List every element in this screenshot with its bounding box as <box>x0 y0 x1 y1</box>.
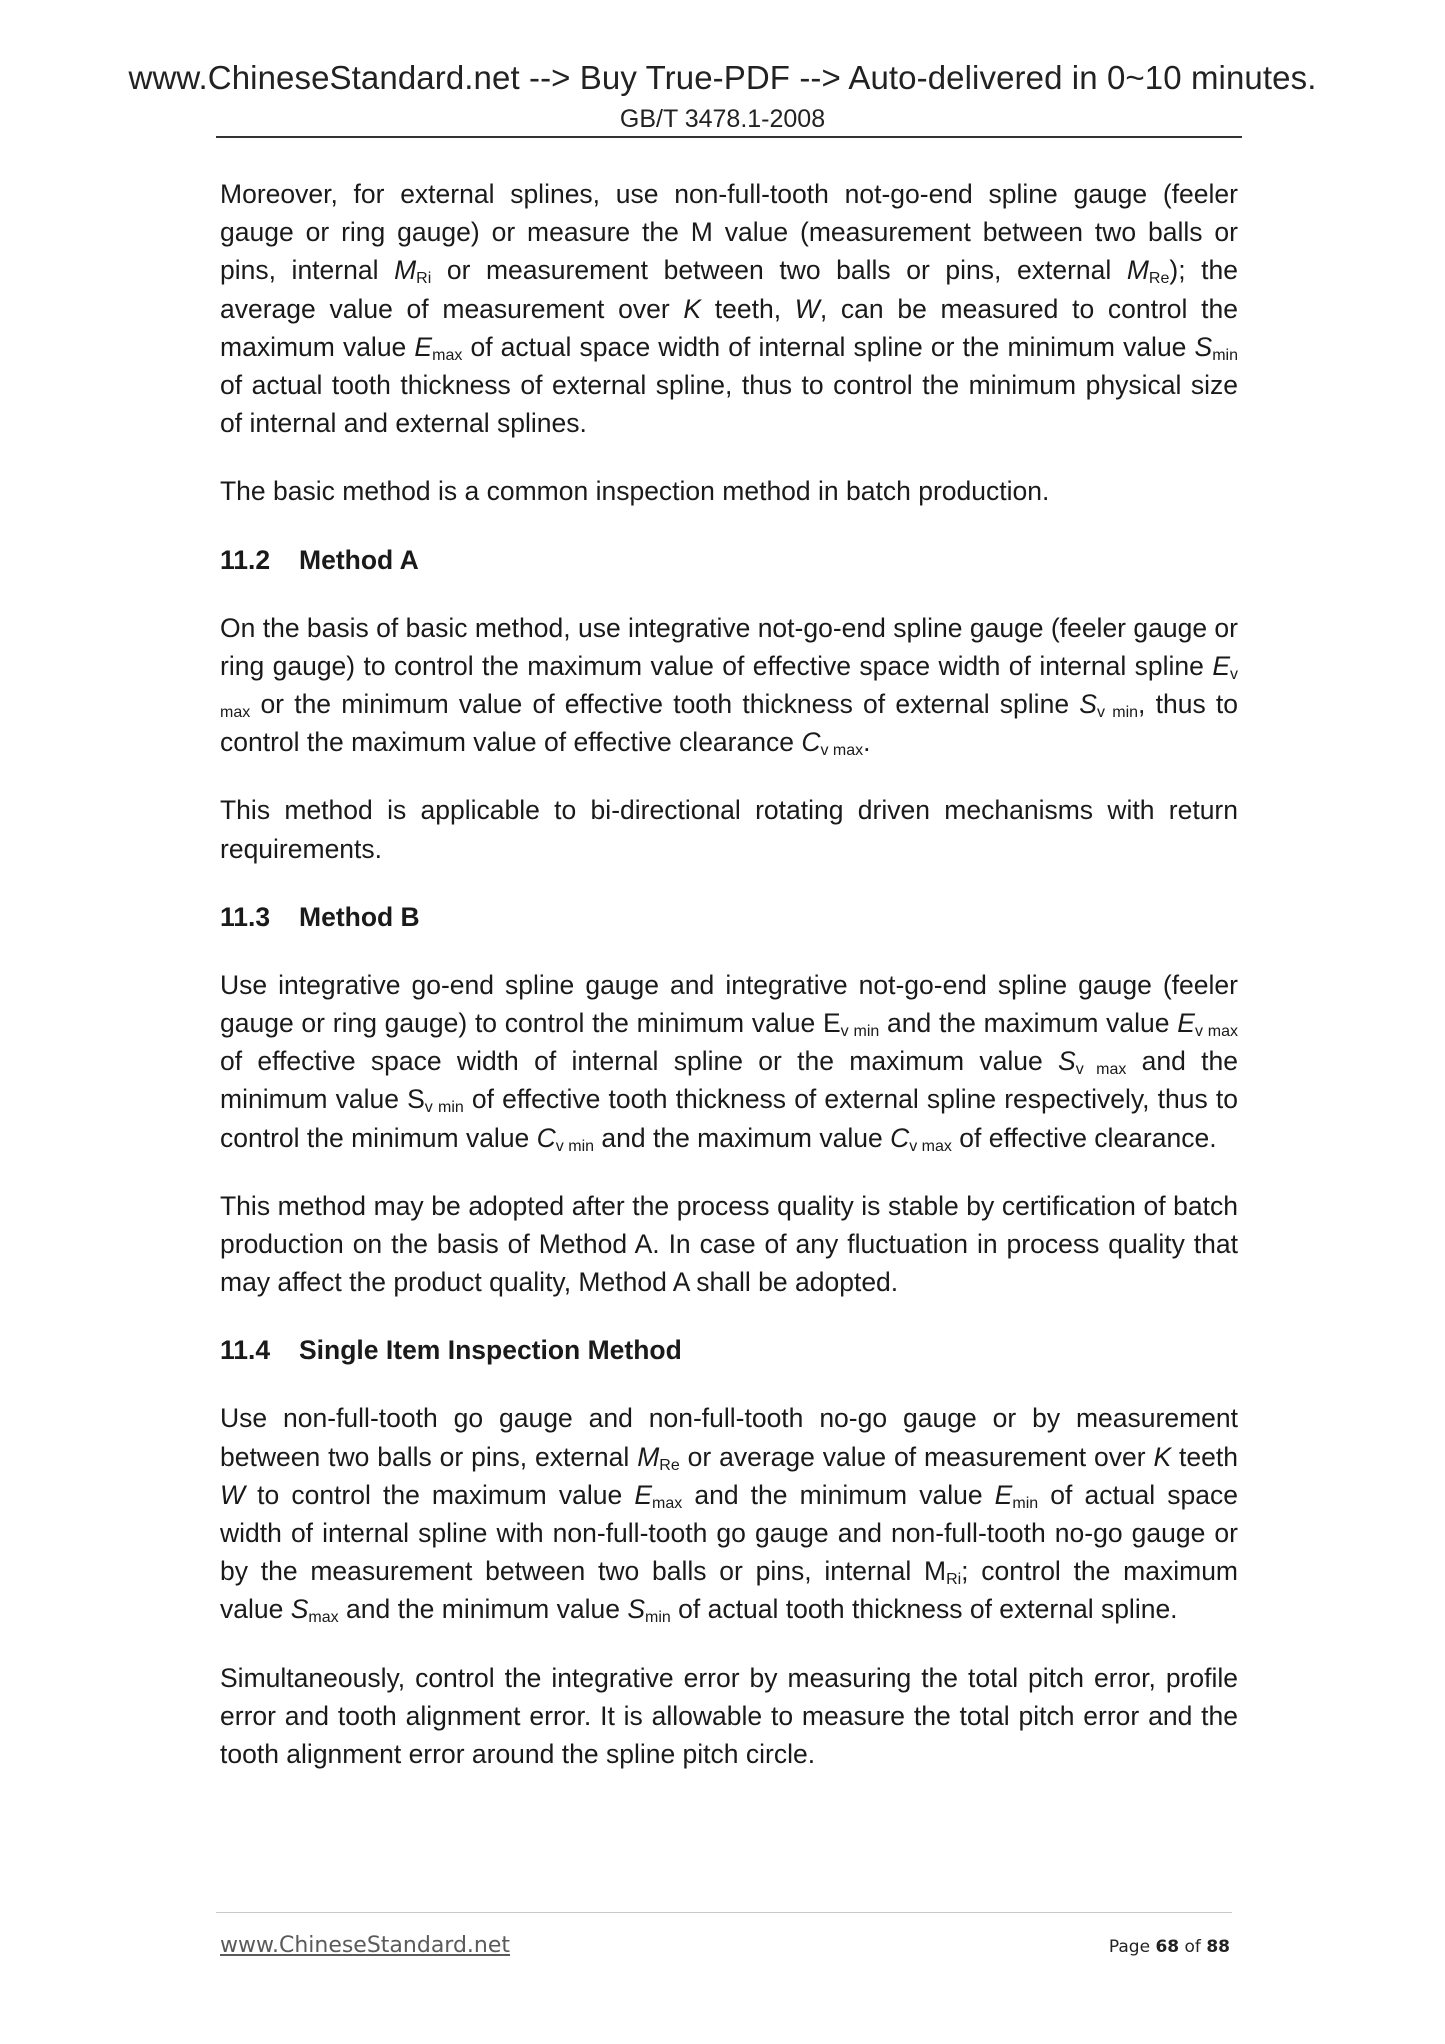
subscript: Ri <box>416 270 432 288</box>
symbol: S <box>1194 331 1213 362</box>
page-of-label: of <box>1184 1937 1201 1957</box>
text-run: of actual tooth thickness of external spline. <box>670 1594 1178 1625</box>
footer-divider <box>216 1912 1232 1913</box>
text-run: or measurement between two balls or pins, external <box>431 255 1127 286</box>
section-heading-11-2 <box>220 541 1238 579</box>
symbol: E <box>1212 650 1230 681</box>
text-run: On the basis of basic method, use integrative not-go-end spline gauge (feeler gauge or ring gauge) to control the maximum value of effective space width of internal spline <box>220 612 1238 681</box>
current-page: 68 <box>1155 1937 1180 1957</box>
text-run: and the minimum value <box>682 1479 995 1510</box>
symbol: W <box>220 1479 246 1510</box>
footer-site-link[interactable]: www.ChineseStandard.net <box>220 1933 511 1958</box>
text-run: or the minimum value of effective tooth thickness of external spline <box>250 689 1080 720</box>
page-header <box>0 56 1445 136</box>
subscript: v max <box>1075 1061 1127 1079</box>
text-run: and the minimum value S <box>220 1046 1238 1115</box>
text-run: Use integrative go-end spline gauge and integrative not-go-end spline gauge (feeler gauge or ring gauge) to control the minimum value E <box>220 969 1238 1039</box>
symbol: M <box>394 255 417 286</box>
text-run: , thus to control the maximum value of effective clearance <box>220 689 1238 758</box>
text-run: of actual space width of internal spline or the minimum value <box>462 331 1195 362</box>
subscript: v min <box>555 1137 595 1155</box>
subscript: v max <box>820 742 864 760</box>
page-number <box>1109 1937 1230 1957</box>
section-heading-11-3 <box>220 898 1238 936</box>
subscript: max <box>432 346 463 364</box>
section-number: 11.2 <box>220 544 271 575</box>
subscript: max <box>308 1609 339 1627</box>
text-run: Use non-full-tooth go gauge and non-full-tooth no-go gauge or by measurement between two balls or pins, external <box>220 1403 1238 1472</box>
subscript: min <box>645 1609 671 1627</box>
paragraph-basic-method-usage: The basic method is a common inspection method in batch production. <box>220 476 1050 507</box>
section-number: 11.4 <box>220 1335 271 1366</box>
symbol: M <box>1126 255 1149 286</box>
standard-number: GB/T 3478.1-2008 <box>619 105 826 133</box>
subscript: v max <box>1194 1023 1239 1041</box>
subscript: v min <box>1096 704 1139 722</box>
section-title: Single Item Inspection Method <box>299 1335 682 1366</box>
text-run: and the minimum value <box>338 1594 628 1625</box>
page-label: Page <box>1108 1937 1151 1957</box>
subscript: Ri <box>946 1571 962 1589</box>
section-title: Method A <box>299 544 419 575</box>
text-run: of effective tooth thickness of external spline respectively, thus to control the minimum value <box>220 1084 1238 1153</box>
section-heading-11-4 <box>220 1331 1238 1369</box>
section-number: 11.3 <box>220 901 271 932</box>
symbol: S <box>1079 689 1097 720</box>
symbol: E <box>1177 1008 1195 1039</box>
text-run: to control the maximum value <box>245 1479 635 1510</box>
symbol: S <box>1058 1046 1076 1077</box>
subscript: Re <box>659 1456 680 1474</box>
text-run: . <box>863 727 871 758</box>
text-run: of effective space width of internal spline or the maximum value <box>220 1046 1059 1077</box>
symbol: C <box>801 727 821 758</box>
subscript: v max <box>909 1137 952 1155</box>
subscript: v min <box>424 1099 464 1117</box>
paragraph-method-a <box>220 609 1238 762</box>
paragraph-basic-method-details <box>220 175 1238 442</box>
subscript: Re <box>1148 270 1170 288</box>
symbol: E <box>414 331 433 362</box>
text-run: ; control the maximum value <box>220 1556 1239 1625</box>
text-run: ); the average value of measurement over <box>220 255 1238 324</box>
text-run: and the maximum value <box>879 1008 1178 1039</box>
subscript: min <box>1212 346 1238 364</box>
subscript: min <box>1012 1494 1039 1512</box>
document-body <box>220 175 1238 1773</box>
text-run: , can be measured to control the maximum value <box>220 293 1238 362</box>
symbol: S <box>627 1594 646 1625</box>
section-title: Method B <box>299 901 420 932</box>
text-run: and the maximum value <box>594 1122 891 1153</box>
subscript: v min <box>840 1023 880 1041</box>
total-pages: 88 <box>1206 1937 1230 1957</box>
text-run: of actual tooth thickness of external spline, thus to control the minimum physical size of internal and external splines. <box>220 370 1238 439</box>
text-run: Moreover, for external splines, use non-full-tooth not-go-end spline gauge (feeler gauge or ring gauge) or measure the M value (measurement between two balls or pins, internal <box>220 179 1238 286</box>
header-divider <box>216 136 1242 138</box>
paragraph-integrative-error: Simultaneously, control the integrative error by measuring the total pitch error, profile error and tooth alignment error. It is allowable to measure the total pitch error and the tooth alignment error around the spline pitch circle. <box>220 1662 1238 1770</box>
paragraph-single-item-method <box>220 1399 1238 1628</box>
text-run: of actual space width of internal spline with non-full-tooth go gauge and non-full-tooth no-go gauge or by the measurement between two balls or pins, internal M <box>220 1479 1238 1587</box>
text-run: teeth, <box>701 293 795 324</box>
symbol: K <box>683 293 702 324</box>
header-banner: www.ChineseStandard.net --> Buy True-PDF --> Auto-delivered in 0~10 minutes. <box>128 59 1317 96</box>
symbol: C <box>536 1122 556 1153</box>
symbol: K <box>1153 1441 1172 1472</box>
paragraph-method-b <box>220 966 1238 1157</box>
text-run: teeth <box>1171 1441 1238 1472</box>
symbol: C <box>890 1122 910 1153</box>
text-run: of effective clearance. <box>951 1122 1217 1153</box>
symbol: E <box>634 1479 653 1510</box>
symbol: W <box>794 293 820 324</box>
symbol: E <box>994 1479 1013 1510</box>
paragraph-method-a-applicability: This method is applicable to bi-directional rotating driven mechanisms with return requirements. <box>220 795 1238 864</box>
subscript: max <box>652 1494 683 1512</box>
paragraph-method-b-adoption: This method may be adopted after the process quality is stable by certification of batch production on the basis of Method A. In case of any fluctuation in process quality that may affect the product quality, Method A shall be adopted. <box>220 1190 1238 1298</box>
subscript: v max <box>220 665 1238 722</box>
symbol: M <box>637 1441 660 1472</box>
text-run: or average value of measurement over <box>679 1441 1154 1472</box>
symbol: S <box>290 1594 309 1625</box>
